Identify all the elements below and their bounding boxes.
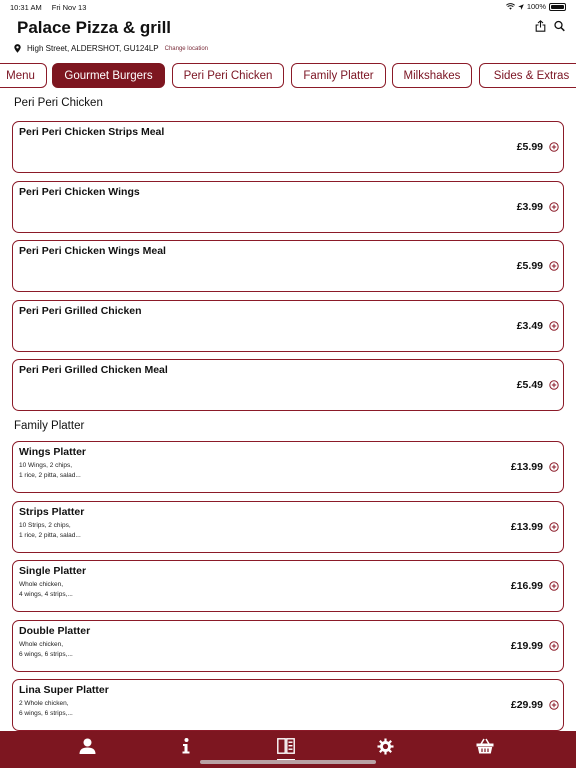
item-description: Whole chicken, 4 wings, 4 strips,...	[19, 581, 73, 598]
item-name: Peri Peri Chicken Wings Meal	[19, 245, 166, 257]
item-name: Lina Super Platter	[19, 684, 109, 696]
tab-family-platter[interactable]: Family Platter	[291, 63, 386, 88]
menu-item-card[interactable]	[12, 560, 564, 612]
item-description: Whole chicken, 6 wings, 6 strips,...	[19, 641, 73, 658]
status-date: Fri Nov 13	[51, 3, 87, 12]
nav-basket[interactable]	[475, 736, 495, 756]
item-price: £3.99	[516, 201, 543, 213]
section-title-peri-peri-chicken: Peri Peri Chicken	[14, 97, 103, 109]
menu-item-card[interactable]	[12, 501, 564, 553]
tab-sides-extras[interactable]: Sides & Extras	[479, 63, 576, 88]
nav-account[interactable]	[77, 736, 97, 756]
add-circle-icon[interactable]	[549, 142, 559, 152]
menu-item-card[interactable]	[12, 121, 564, 173]
nav-settings[interactable]	[375, 736, 395, 756]
item-price: £16.99	[510, 580, 543, 592]
share-icon[interactable]	[535, 20, 546, 32]
status-left	[10, 3, 94, 12]
menu-item-card[interactable]	[12, 240, 564, 292]
item-price: £13.99	[510, 521, 543, 533]
add-circle-icon[interactable]	[549, 261, 559, 271]
menu-item-card[interactable]	[12, 359, 564, 411]
item-name: Double Platter	[19, 625, 91, 637]
item-description: 10 Strips, 2 chips, 1 rice, 2 pitta, salad...	[19, 522, 81, 539]
tab-menu[interactable]: Menu	[0, 63, 47, 88]
menu-item-card[interactable]	[12, 181, 564, 233]
item-price: £5.99	[516, 260, 543, 272]
menu-item-card[interactable]	[12, 679, 564, 731]
category-tabs	[0, 63, 576, 89]
item-description: 10 Wings, 2 chips, 1 rice, 2 pitta, salad...	[19, 462, 81, 479]
header-actions	[535, 20, 565, 32]
location-pin-icon	[14, 44, 21, 53]
menu-item-card[interactable]	[12, 300, 564, 352]
menu-item-card[interactable]	[12, 441, 564, 493]
battery-icon	[549, 3, 566, 11]
section-title-family-platter: Family Platter	[14, 420, 85, 432]
nav-info[interactable]	[176, 736, 196, 756]
item-name: Single Platter	[19, 565, 87, 577]
tab-gourmet-burgers[interactable]: Gourmet Burgers	[52, 63, 165, 88]
status-time: 10:31 AM	[10, 3, 42, 12]
person-icon	[79, 738, 96, 754]
battery-percent: 100%	[526, 2, 546, 11]
location-arrow-icon	[518, 4, 524, 10]
menu-book-icon	[277, 738, 295, 754]
item-price: £5.99	[516, 141, 543, 153]
item-price: £5.49	[516, 379, 543, 391]
menu-item-card[interactable]	[12, 620, 564, 672]
add-circle-icon[interactable]	[549, 641, 559, 651]
item-price: £19.99	[510, 640, 543, 652]
nav-menu[interactable]	[276, 736, 296, 756]
item-price: £29.99	[510, 699, 543, 711]
add-circle-icon[interactable]	[549, 202, 559, 212]
wifi-icon	[506, 3, 515, 10]
add-circle-icon[interactable]	[549, 380, 559, 390]
item-name: Peri Peri Chicken Wings	[19, 186, 140, 198]
item-name: Peri Peri Grilled Chicken Meal	[19, 364, 168, 376]
gear-icon	[377, 738, 394, 755]
add-circle-icon[interactable]	[549, 462, 559, 472]
status-bar	[0, 0, 576, 14]
page-title: Palace Pizza & grill	[17, 18, 172, 37]
status-right	[506, 2, 566, 11]
search-icon[interactable]	[554, 20, 565, 32]
add-circle-icon[interactable]	[549, 321, 559, 331]
item-name: Peri Peri Grilled Chicken	[19, 305, 142, 317]
item-price: £13.99	[510, 461, 543, 473]
item-name: Strips Platter	[19, 506, 85, 518]
item-name: Wings Platter	[19, 446, 86, 458]
tab-peri-peri-chicken[interactable]: Peri Peri Chicken	[172, 63, 284, 88]
item-price: £3.49	[516, 320, 543, 332]
basket-icon	[476, 738, 494, 754]
add-circle-icon[interactable]	[549, 581, 559, 591]
add-circle-icon[interactable]	[549, 700, 559, 710]
item-description: 2 Whole chicken, 6 wings, 6 strips,...	[19, 700, 73, 717]
info-icon	[182, 738, 190, 754]
location-row	[14, 44, 208, 53]
add-circle-icon[interactable]	[549, 522, 559, 532]
item-name: Peri Peri Chicken Strips Meal	[19, 126, 165, 138]
change-location-link[interactable]: Change location	[164, 45, 208, 52]
tab-milkshakes[interactable]: Milkshakes	[392, 63, 472, 88]
home-indicator	[200, 760, 376, 764]
location-address: High Street, ALDERSHOT, GU124LP	[27, 44, 159, 53]
